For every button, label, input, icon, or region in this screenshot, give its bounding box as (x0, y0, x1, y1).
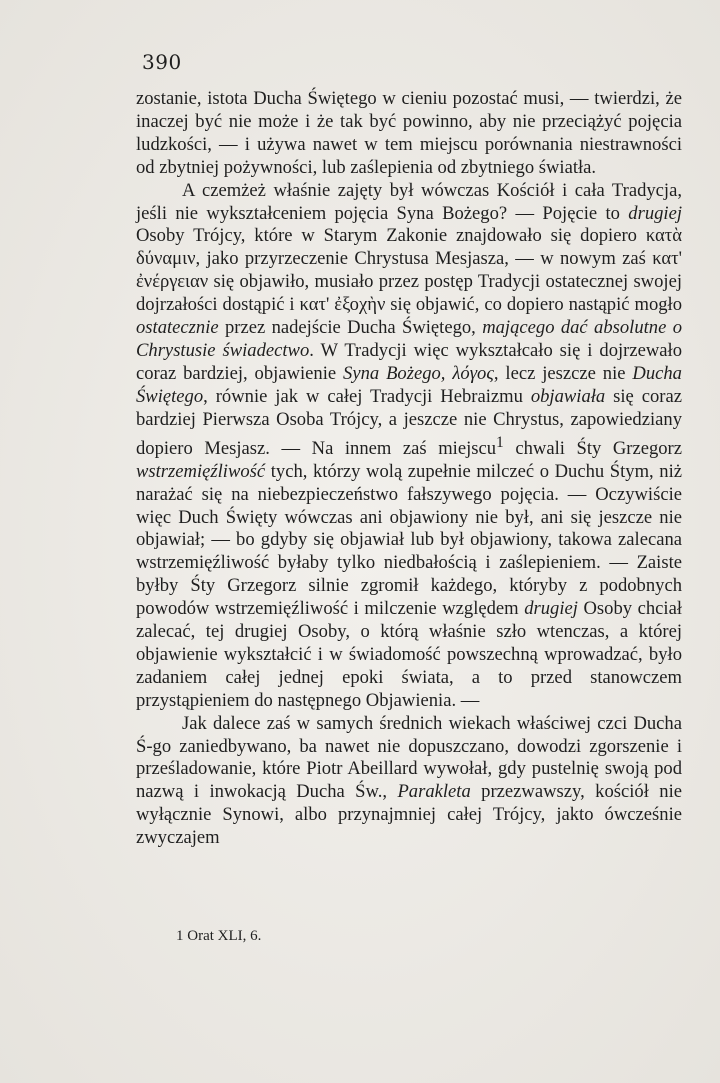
text-run: tych, którzy wolą zupełnie milczeć o Duchu Śtym, niż narażać się na niebezpieczeństwo fałszywego pojęcia. — Oczywiście więc Duch Święty wówczas ani objawiony nie był, ani się jeszcze nie objawiał; — bo gdyby się objawiał lub był objawiony, takowa zalecana wstrzemięźliwość byłaby tylko niedbałością i zaślepieniem. — Zaiste byłby Śty Grzegorz silnie zgromił każdego, któryby z podobnych powodów wstrzemięźliwość i milczenie względem (136, 460, 682, 620)
paragraph-2 (136, 180, 682, 713)
body-text (136, 88, 682, 850)
footnote: 1 Orat XLI, 6. (176, 928, 262, 944)
text-run: Osoby chciał zalecać, tej drugiej Osoby, o którą właśnie szło wtenczas, a której objawienie wykształcić i w świadomość powszechną wprowadzać, było zadaniem całej jednej epoki świata, a to przed stanowczem przystąpieniem do następnego Objawienia. — (136, 598, 682, 711)
page-number: 390 (142, 50, 182, 74)
italic-run: objawiała (530, 385, 606, 407)
italic-run: ostatecznie (136, 317, 219, 339)
text-run: , równie jak w całej Tradycji Hebraizmu (203, 385, 531, 407)
text-run: . W Tradycji więc wykształcało się i dojrzewało coraz bardziej, objawienie (136, 339, 682, 384)
italic-run: wstrzemięźliwość (136, 460, 266, 482)
text-run: przezwawszy, kościół nie wyłącznie Synowi, albo przynajmniej całej Trójcy, jakto ówcześnie zwyczajem (136, 781, 682, 849)
paragraph-3 (136, 713, 682, 850)
text-run: A czemżeż właśnie zajęty był wówczas Kościół i cała Tradycja, jeśli nie wykształceniem pojęcia Syna Bożego? — Pojęcie to (136, 179, 682, 224)
text-run: , lecz jeszcze nie (493, 362, 633, 384)
italic-run: Syna Bożego, λόγος (343, 362, 494, 384)
text-run: Osoby Trójcy, które w Starym Zakonie znajdowało się dopiero κατὰ δύναμιν, jako przyrzeczenie Chrystusa Mesjasza, — w nowym zaś κατ' ἐνέργειαν się objawiło, musiało przez postęp Tradycji ostatecznej swojej dojrzałości dostąpić i κατ' ἐξοχὴν się objawić, co dopiero nastąpić mogło (136, 225, 682, 316)
italic-run: drugiej (524, 598, 578, 620)
text-run: przez nadejście Ducha Świętego, (218, 317, 483, 339)
italic-run: mającego dać absolutne o Chrystusie świadectwo (136, 317, 682, 361)
footnote-ref: 1 (496, 433, 504, 451)
text-run: chwali Śty Grzegorz (503, 437, 682, 459)
text-run: Jak dalece zaś w samych średnich wiekach właściwej czci Ducha Ś-go zaniedbywano, ba nawet nie dopuszczano, dowodzi zgorszenie i prześladowanie, które Piotr Abeillard wywołał, gdy pustelnię swoją pod nazwą i inwokacją Ducha Św., (136, 712, 682, 803)
text-run: się coraz bardziej Pierwsza Osoba Trójcy, a jeszcze nie Chrystus, zapowiedziany dopiero Mesjasz. — Na innem zaś miejscu (136, 385, 682, 459)
italic-run: Ducha Świętego (136, 362, 682, 407)
italic-run: Parakleta (397, 781, 471, 803)
paragraph-1 (136, 88, 682, 180)
text-run: zostanie, istota Ducha Świętego w cieniu pozostać musi, — twierdzi, że inaczej być nie może i że tak być powinno, aby nie przeciążyć pojęcia ludzkości, — i używa nawet w tem miejscu porównania niestrawności od zbytniej pożywności, lub zaślepienia od zbytniego światła. (136, 88, 682, 178)
italic-run: drugiej (628, 202, 682, 224)
